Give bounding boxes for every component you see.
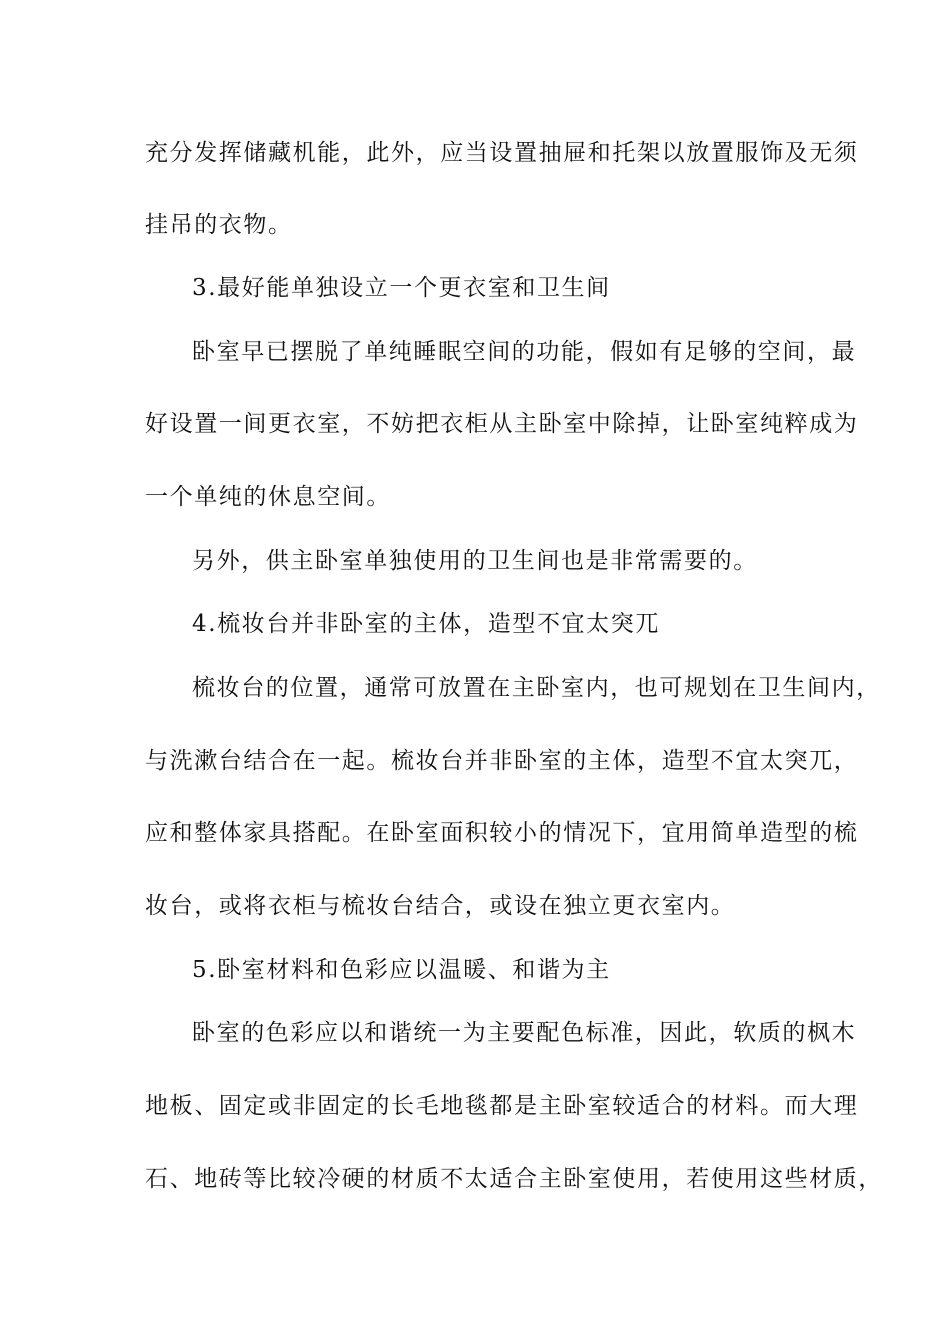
paragraph-line: 挂吊的衣物。 bbox=[145, 212, 293, 238]
section-heading-3: 3.最好能单独设立一个更衣室和卫生间 bbox=[192, 275, 611, 301]
paragraph-line: 应和整体家具搭配。在卧室面积较小的情况下，宜用简单造型的梳 bbox=[145, 820, 859, 846]
paragraph-line: 充分发挥储藏机能，此外，应当设置抽屉和托架以放置服饰及无须 bbox=[145, 140, 859, 166]
paragraph-line: 妆台，或将衣柜与梳妆台结合，或设在独立更衣室内。 bbox=[145, 893, 736, 919]
paragraph-line: 梳妆台的位置，通常可放置在主卧室内，也可规划在卫生间内， bbox=[192, 675, 881, 701]
paragraph-line: 地板、固定或非固定的长毛地毯都是主卧室较适合的材料。而大理 bbox=[145, 1093, 859, 1119]
paragraph-line: 另外，供主卧室单独使用的卫生间也是非常需要的。 bbox=[192, 548, 758, 574]
paragraph-line: 一个单纯的休息空间。 bbox=[145, 484, 391, 510]
paragraph-line: 与洗漱台结合在一起。梳妆台并非卧室的主体，造型不宜太突兀， bbox=[145, 748, 859, 774]
paragraph-line: 好设置一间更衣室，不妨把衣柜从主卧室中除掉，让卧室纯粹成为 bbox=[145, 411, 859, 437]
paragraph-line: 卧室早已摆脱了单纯睡眠空间的功能，假如有足够的空间，最 bbox=[192, 339, 857, 365]
section-heading-5: 5.卧室材料和色彩应以温暖、和谐为主 bbox=[192, 957, 611, 983]
section-heading-4: 4.梳妆台并非卧室的主体，造型不宜太突兀 bbox=[192, 611, 660, 637]
paragraph-line: 卧室的色彩应以和谐统一为主要配色标准，因此，软质的枫木 bbox=[192, 1020, 857, 1046]
paragraph-line: 石、地砖等比较冷硬的材质不太适合主卧室使用，若使用这些材质， bbox=[145, 1166, 883, 1192]
